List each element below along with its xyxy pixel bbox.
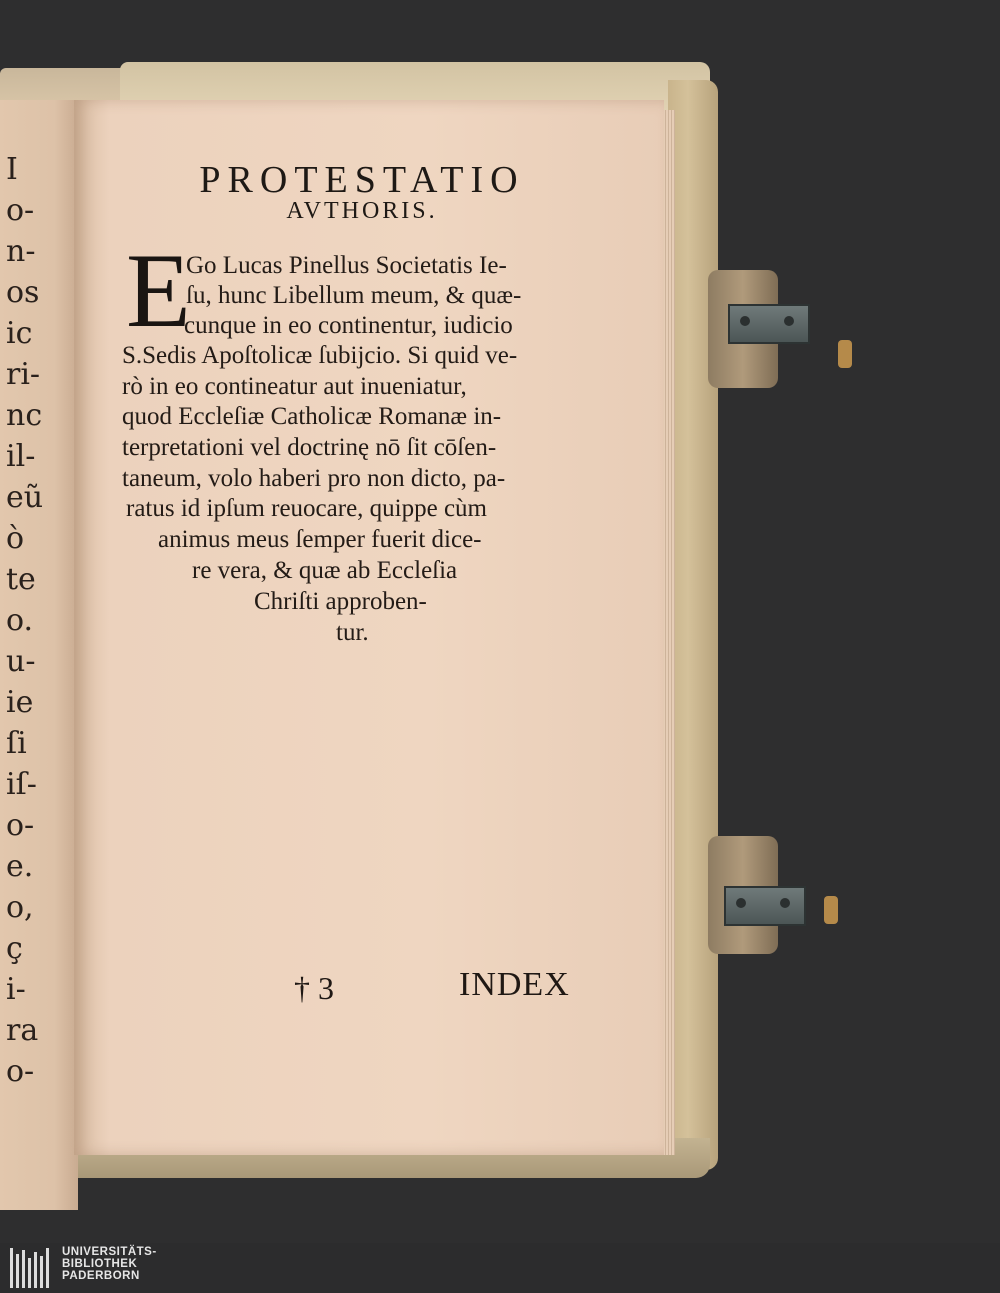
left-page-fragment: e.	[6, 849, 34, 884]
library-name-line3: PADERBORN	[62, 1270, 140, 1282]
text-line: Chriſti approben-	[254, 588, 427, 615]
left-page-fragment: il-	[6, 439, 36, 474]
book-cover-right-edge	[668, 80, 718, 1170]
left-page-fragment: o-	[6, 808, 35, 843]
left-page-fragment: ç	[6, 931, 23, 966]
left-page-fragment: i-	[6, 972, 26, 1007]
left-page-fragment: ſi	[6, 726, 27, 761]
text-line: ratus id ipſum reuocare, quippe cùm	[126, 495, 487, 522]
text-line: rò in eo contineatur aut inueniatur,	[122, 373, 467, 400]
left-facing-page	[0, 100, 78, 1210]
catchword: INDEX	[459, 966, 570, 1003]
left-page-fragment: ri-	[6, 357, 41, 392]
library-logo-icon	[10, 1248, 50, 1288]
text-line: re vera, & quæ ab Eccleſia	[192, 557, 458, 584]
left-page-fragment: ra	[6, 1013, 39, 1048]
text-line: quod Eccleſiæ Catholicæ Romanæ in-	[122, 403, 502, 430]
left-page-fragment: o.	[6, 603, 34, 638]
left-page-fragment: I	[6, 152, 18, 187]
left-page-fragment: ò	[6, 521, 25, 556]
text-line: ſu, hunc Libellum meum, & quæ-	[186, 282, 522, 309]
left-page-fragment: o-	[6, 193, 35, 228]
text-line: animus meus ſemper fuerit dice-	[158, 526, 482, 553]
signature-mark: † 3	[294, 970, 334, 1006]
left-page-fragment: ic	[6, 316, 33, 351]
text-line: cunque in eo continentur, iudicio	[184, 312, 513, 339]
text-line: S.Sedis Apoſtolicæ ſubijcio. Si quid ve-	[122, 342, 518, 369]
text-line: taneum, volo haberi pro non dicto, pa-	[122, 465, 506, 492]
page-title: PROTESTATIO	[199, 159, 525, 201]
library-name-line2: BIBLIOTHEK	[62, 1258, 138, 1270]
left-page-fragment: n-	[6, 234, 36, 269]
left-page-fragment: u-	[6, 644, 36, 679]
left-page-fragment: te	[6, 562, 36, 597]
text-line: terpretationi vel doctrinę nō ſit cōſen-	[122, 434, 497, 461]
text-line: tur.	[336, 619, 369, 646]
text-line: Go Lucas Pinellus Societatis Ie-	[186, 252, 507, 279]
left-page-fragment: nc	[6, 398, 43, 433]
drop-cap: E	[126, 232, 191, 349]
left-page-fragment: eũ	[6, 480, 44, 515]
library-name	[62, 1246, 157, 1282]
left-page-fragment: iſ-	[6, 767, 37, 802]
left-page-fragment: o,	[6, 890, 34, 925]
left-page-fragment: os	[6, 275, 40, 310]
left-page-fragment: ie	[6, 685, 34, 720]
right-page	[74, 100, 664, 1155]
library-name-line1: UNIVERSITÄTS-	[62, 1246, 157, 1258]
page-subtitle: AVTHORIS.	[286, 198, 438, 224]
left-page-fragment: o-	[6, 1054, 35, 1089]
